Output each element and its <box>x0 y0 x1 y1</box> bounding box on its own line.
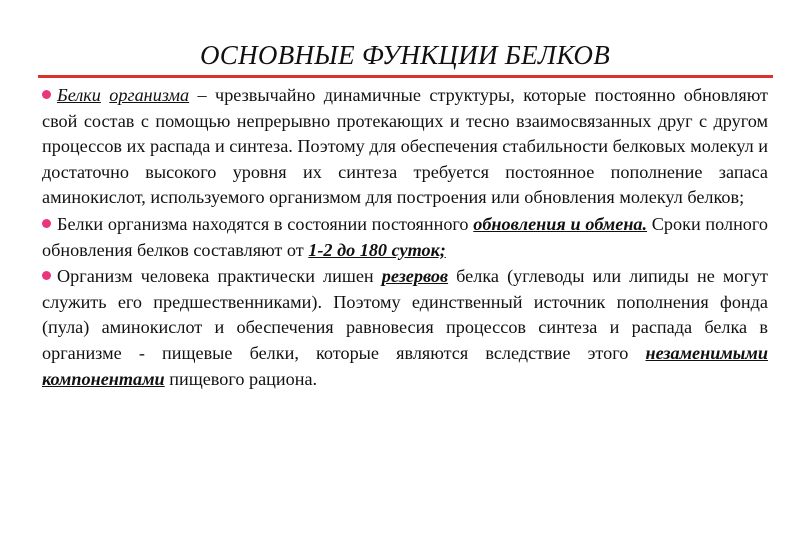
paragraph-1 <box>42 83 768 211</box>
paragraph-3-text-3: пищевого рациона. <box>169 368 318 389</box>
paragraph-2-emphasis-1: обновления и обмена. <box>473 213 648 234</box>
paragraph-2-emphasis-2: 1-2 до 180 суток; <box>308 239 446 260</box>
paragraph-1-text: – чрезвычайно динамичные структуры, которые постоянно обновляют свой состав с помощью непрерывно протекающих и тесно взаимосвязанных друг с другом процессов их распада и синтеза. Поэтому для обеспечения стабильности белковых молекул и достаточно высокого уровня их синтеза требуется постоянное пополнение запаса аминокислот, используемого организмом для построения или обновления молекул белков; <box>42 85 768 208</box>
paragraph-2 <box>42 212 768 263</box>
title-underline <box>38 75 773 78</box>
bullet-icon <box>42 219 51 228</box>
paragraph-3-emphasis-3: компонентами <box>42 368 165 389</box>
paragraph-3-emphasis-1: резервов <box>381 266 449 287</box>
paragraph-1-lead-word: Белки <box>57 85 101 105</box>
paragraph-2-text-1: Белки организма находятся в состоянии постоянного <box>57 213 469 234</box>
paragraph-3-text-1: Организм человека практически лишен <box>57 266 374 287</box>
paragraph-1-lead-word-2: организма <box>109 85 190 105</box>
slide-body <box>42 83 768 392</box>
paragraph-2-text-2: Сроки полного обновления белков составляют от <box>42 213 769 260</box>
paragraph-3-emphasis-2: незаменимыми <box>645 342 768 363</box>
paragraph-3 <box>42 264 768 392</box>
bullet-icon <box>42 271 51 280</box>
slide-title: ОСНОВНЫЕ ФУНКЦИИ БЕЛКОВ <box>199 40 610 70</box>
paragraph-3-text-2: белка (углеводы или липиды не могут служить его предшественниками). Поэтому единственный источник пополнения фонда (пула) аминокислот и обеспечения равновесия процессов синтеза и распада белка в организме - пищевые белки, которые являются вследствие этого <box>42 266 769 363</box>
bullet-icon <box>42 90 51 99</box>
